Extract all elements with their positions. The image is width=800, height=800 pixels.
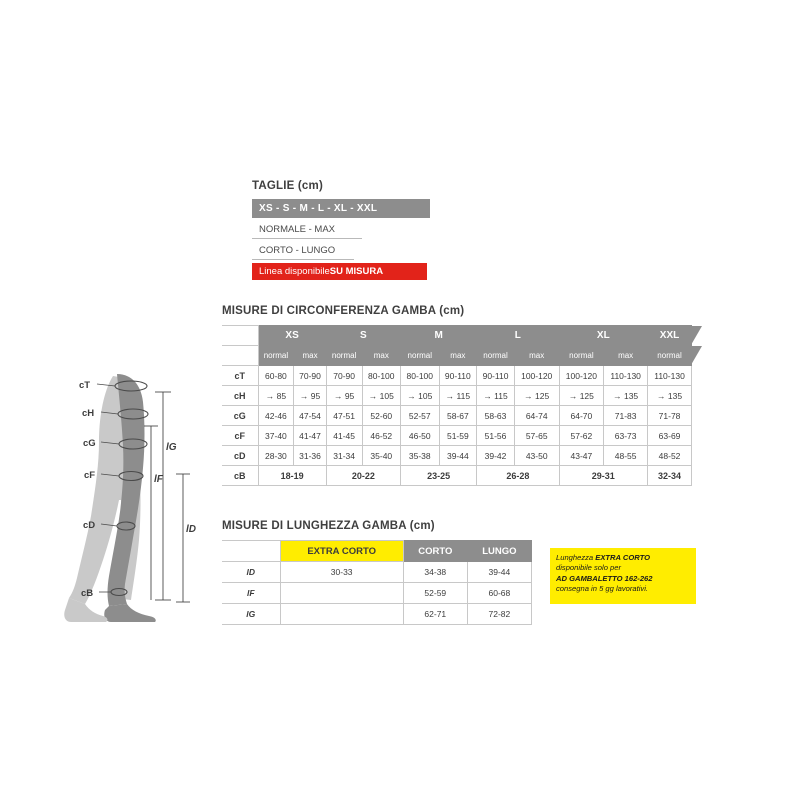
cell-cb-m: 23-25 [401, 466, 477, 486]
length-header-row [222, 541, 532, 562]
row-label-cd: cD [222, 446, 258, 466]
cell-cf-1: 41-47 [294, 426, 326, 446]
svg-text:cF: cF [84, 470, 96, 481]
row-label-ld: lD [222, 562, 280, 583]
cell-cg-2: 47-51 [326, 406, 362, 426]
cell-cb-xl: 29-31 [559, 466, 648, 486]
cell-cb-l: 26-28 [477, 466, 559, 486]
svg-text:cB: cB [81, 588, 94, 599]
row-label-lf: lF [222, 583, 280, 604]
table-row [222, 562, 532, 583]
cell-cg-9: 71-83 [604, 406, 648, 426]
circumference-sub-header-row [222, 346, 692, 366]
cell-ch-4: → 105 [401, 386, 439, 406]
subheader-xxl-normal: normal [648, 346, 692, 366]
cell-cd-3: 35-40 [362, 446, 400, 466]
subheader-xl-max: max [604, 346, 648, 366]
table-row [222, 406, 692, 426]
taglie-sizes-label: XS - S - M - L - XL - XXL [259, 203, 378, 214]
row-label-ch: cH [222, 386, 258, 406]
row-label-ct: cT [222, 366, 258, 386]
svg-text:lF: lF [154, 474, 163, 485]
subheader-l-max: max [514, 346, 559, 366]
cell-cg-4: 52-57 [401, 406, 439, 426]
cell-cf-4: 46-50 [401, 426, 439, 446]
cell-ch-5: → 115 [439, 386, 477, 406]
cell-ch-2: → 95 [326, 386, 362, 406]
taglie-normal-max-label: NORMALE - MAX [259, 224, 336, 235]
row-label-cg: cG [222, 406, 258, 426]
cell-cb-xxl: 32-34 [648, 466, 692, 486]
cell-ch-7: → 125 [514, 386, 559, 406]
svg-text:cG: cG [83, 438, 96, 449]
cell-ch-8: → 125 [559, 386, 604, 406]
taglie-normal-max-row [252, 221, 362, 239]
subheader-xs-normal: normal [258, 346, 294, 366]
table-row [222, 386, 692, 406]
note-line1-bold: EXTRA CORTO [595, 553, 650, 562]
cell-cg-0: 42-46 [258, 406, 294, 426]
subheader-xl-normal: normal [559, 346, 604, 366]
size-header-xl: XL [559, 326, 648, 346]
cell-cd-7: 43-50 [514, 446, 559, 466]
cell-cg-7: 64-74 [514, 406, 559, 426]
cell-cf-9: 63-73 [604, 426, 648, 446]
length-section [222, 520, 532, 625]
cell-ct-2: 70-90 [326, 366, 362, 386]
cell-ct-6: 90-110 [477, 366, 515, 386]
cell-cg-1: 47-54 [294, 406, 326, 426]
size-header-m: M [401, 326, 477, 346]
note-line2: disponibile solo per [556, 563, 622, 573]
svg-text:cD: cD [83, 520, 96, 531]
taglie-title: TAGLIE (cm) [252, 180, 323, 192]
taglie-su-misura-row [252, 263, 427, 280]
length-table [222, 540, 532, 625]
cell-ct-0: 60-80 [258, 366, 294, 386]
leg-diagram [55, 370, 240, 630]
size-header-l: L [477, 326, 559, 346]
corner-cell-2 [222, 346, 258, 366]
cell-cb-s: 20-22 [326, 466, 400, 486]
cell-cd-9: 48-55 [604, 446, 648, 466]
circumference-section [222, 305, 692, 486]
length-header-extra-corto: EXTRA CORTO [280, 541, 403, 562]
subheader-l-normal: normal [477, 346, 515, 366]
cell-cf-7: 57-65 [514, 426, 559, 446]
size-header-s: S [326, 326, 400, 346]
cell-lf-corto: 52-59 [403, 583, 467, 604]
cell-cg-6: 58-63 [477, 406, 515, 426]
cell-cd-6: 39-42 [477, 446, 515, 466]
svg-text:cH: cH [82, 408, 95, 419]
cell-cg-5: 58-67 [439, 406, 477, 426]
corner-cell-3 [222, 541, 280, 562]
availability-note [550, 548, 696, 604]
subheader-s-normal: normal [326, 346, 362, 366]
cell-lg-corto: 62-71 [403, 604, 467, 625]
cell-ld-lungo: 39-44 [467, 562, 531, 583]
cell-cg-8: 64-70 [559, 406, 604, 426]
table-row [222, 446, 692, 466]
circumference-title: MISURE DI CIRCONFERENZA GAMBA (cm) [222, 305, 465, 317]
svg-text:lD: lD [186, 524, 196, 535]
cell-cg-10: 71-78 [648, 406, 692, 426]
cell-lg-lungo: 72-82 [467, 604, 531, 625]
cell-ct-8: 100-120 [559, 366, 604, 386]
size-header-xxl: XXL [648, 326, 692, 346]
cell-cf-2: 41-45 [326, 426, 362, 446]
cell-ct-7: 100-120 [514, 366, 559, 386]
cell-ch-9: → 135 [604, 386, 648, 406]
table-row [222, 604, 532, 625]
cell-cd-10: 48-52 [648, 446, 692, 466]
cell-ct-5: 90-110 [439, 366, 477, 386]
taglie-corto-lungo-row [252, 242, 354, 260]
cell-cd-8: 43-47 [559, 446, 604, 466]
cell-cd-2: 31-34 [326, 446, 362, 466]
taglie-section [252, 180, 552, 283]
table-row [222, 426, 692, 446]
cell-ch-6: → 115 [477, 386, 515, 406]
cell-cd-5: 39-44 [439, 446, 477, 466]
cell-lf-lungo: 60-68 [467, 583, 531, 604]
su-misura-prefix: Linea disponibile [259, 266, 330, 277]
taglie-corto-lungo-label: CORTO - LUNGO [259, 245, 336, 256]
row-label-cf: cF [222, 426, 258, 446]
cell-cf-6: 51-56 [477, 426, 515, 446]
circumference-table [222, 325, 692, 486]
cell-cf-8: 57-62 [559, 426, 604, 446]
note-line3: AD GAMBALETTO 162-262 [556, 573, 653, 583]
row-label-lg: lG [222, 604, 280, 625]
note-line1-prefix: Lunghezza [556, 553, 596, 562]
taglie-sizes-row [252, 199, 430, 218]
circumference-size-header-row [222, 326, 692, 346]
cell-ct-9: 110-130 [604, 366, 648, 386]
note-line4: consegna in 5 gg lavorativi. [556, 583, 649, 593]
row-label-cb: cB [222, 466, 258, 486]
corner-cell [222, 326, 258, 346]
cell-cd-0: 28-30 [258, 446, 294, 466]
cell-ld-corto: 34-38 [403, 562, 467, 583]
cell-cf-10: 63-69 [648, 426, 692, 446]
table-row [222, 583, 532, 604]
cell-ct-1: 70-90 [294, 366, 326, 386]
table-row [222, 366, 692, 386]
subheader-xs-max: max [294, 346, 326, 366]
cell-cb-xs: 18-19 [258, 466, 326, 486]
cell-ld-extra-corto: 30-33 [280, 562, 403, 583]
length-header-corto: CORTO [403, 541, 467, 562]
cell-cd-1: 31-36 [294, 446, 326, 466]
cell-cf-3: 46-52 [362, 426, 400, 446]
svg-text:lG: lG [166, 442, 177, 453]
cell-ct-10: 110-130 [648, 366, 692, 386]
su-misura-bold: SU MISURA [329, 266, 384, 277]
subheader-m-max: max [439, 346, 477, 366]
cell-lg-extra-corto [280, 604, 403, 625]
subheader-m-normal: normal [401, 346, 439, 366]
length-header-lungo: LUNGO [467, 541, 531, 562]
size-header-xs: XS [258, 326, 326, 346]
cell-ct-4: 80-100 [401, 366, 439, 386]
svg-text:cT: cT [79, 380, 91, 391]
cell-ch-3: → 105 [362, 386, 400, 406]
subheader-s-max: max [362, 346, 400, 366]
cell-ct-3: 80-100 [362, 366, 400, 386]
cell-ch-10: → 135 [648, 386, 692, 406]
table-row [222, 466, 692, 486]
cell-lf-extra-corto [280, 583, 403, 604]
cell-ch-1: → 95 [294, 386, 326, 406]
cell-cf-5: 51-59 [439, 426, 477, 446]
cell-cf-0: 37-40 [258, 426, 294, 446]
cell-cg-3: 52-60 [362, 406, 400, 426]
cell-ch-0: → 85 [258, 386, 294, 406]
length-title: MISURE DI LUNGHEZZA GAMBA (cm) [222, 520, 435, 532]
cell-cd-4: 35-38 [401, 446, 439, 466]
